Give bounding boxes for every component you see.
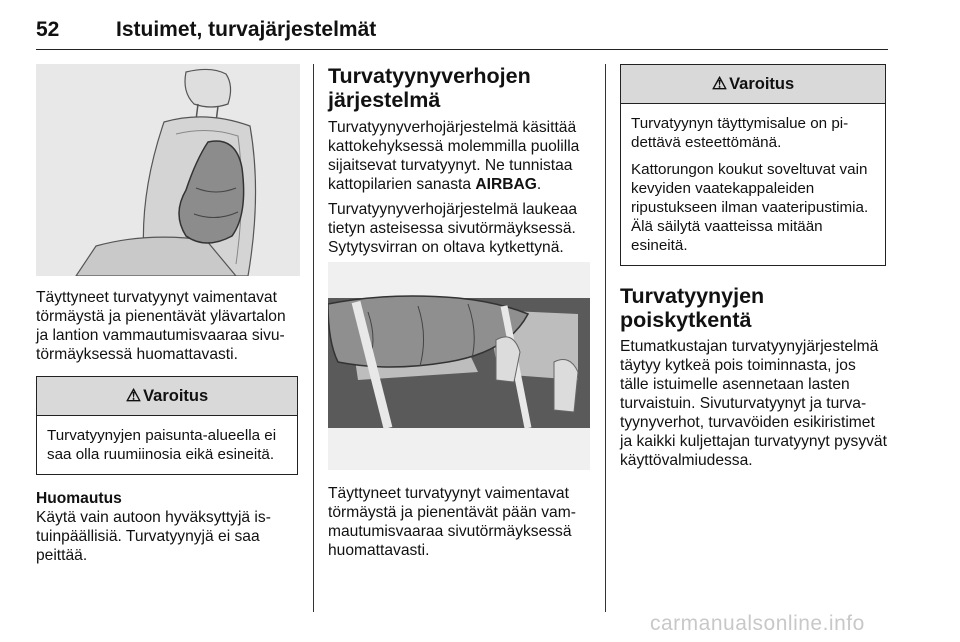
warning-triangle-icon: ⚠ (711, 74, 728, 93)
page-header (36, 10, 888, 50)
seat-airbag-illustration (36, 64, 300, 276)
paragraph-end: . (536, 176, 542, 193)
note-text: Käytä vain autoon hyväksyttyjä istuinpäällisiä. Turvatyynyjä ei saa peittää. (36, 509, 271, 564)
column-right (620, 64, 888, 470)
warning-header (621, 65, 885, 104)
warning-title: Varoitus (143, 386, 209, 405)
warning-title: Varoitus (729, 74, 795, 93)
warning-box (36, 376, 298, 475)
section-title-curtain-airbags: Turvatyynyverhojen järjestelmä (328, 64, 531, 112)
curtain-airbag-illustration (328, 262, 590, 470)
page-number: 52 (36, 18, 60, 41)
paragraph-text: Turvatyynyverhojärjestelmä käsittää kattokehyksessä molemmilla puolilla sijaitsevat turvatyynyt. Ne tunnistaa kattopilarien sanasta (328, 119, 580, 193)
side-airbag-seat-icon (36, 64, 300, 276)
seat-airbag-caption: Täyttyneet turvatyynyt vaimentavat törmäystä ja pienentävät ylävartalon ja lantion vammautumisvaaraa sivutörmäyksessä huomattavasti. (36, 289, 286, 363)
warning-text: Turvatyynyjen paisunta-alueella ei saa olla ruumiinosia eikä esineitä. (47, 427, 277, 463)
curtain-airbag-icon (328, 262, 590, 470)
airbag-label: AIRBAG (475, 176, 537, 193)
column-middle-caption (328, 484, 590, 560)
warning-box (620, 64, 886, 266)
warning-header (37, 377, 297, 416)
column-left (36, 288, 300, 565)
watermark: carmanualsonline.info (650, 612, 865, 635)
warning-body (621, 104, 885, 265)
column-middle (328, 64, 590, 257)
warning-text: Turvatyynyn täyttymisalue on pidettävä esteettömänä. (631, 115, 849, 151)
curtain-airbag-deploy-paragraph: Turvatyynyverhojärjestelmä laukeaa tietyn asteisessa sivutörmäyksessä. Sytytysvirran on oltava kytkettynä. (328, 201, 578, 256)
note-block (36, 489, 300, 565)
curtain-airbag-caption: Täyttyneet turvatyynyt vaimentavat törmäystä ja pienentävät pään vammautumisvaaraa sivutörmäyksessä huomattavasti. (328, 485, 576, 559)
section-title-airbag-deactivation: Turvatyynyjen poiskytkentä (620, 284, 765, 332)
note-title: Huomautus (36, 490, 122, 507)
chapter-title: Istuimet, turvajärjestelmät (116, 18, 377, 41)
curtain-airbag-paragraph (328, 118, 590, 194)
column-divider (313, 64, 314, 612)
airbag-deactivation-text: Etumatkustajan turvatyynyjärjestelmä täytyy kytkeä pois toiminnasta, jos tälle istuimelle asennetaan lasten turvaistuin. Sivuturvatyynyt ja turvatyynyverhot, turvavöiden esikiristimet ja kaikki kuljettajan turvatyynyt pysyvät käyttövalmiudessa. (620, 338, 887, 469)
warning-triangle-icon: ⚠ (125, 386, 142, 405)
warning-text: Kattorungon koukut soveltuvat vain kevyiden vaatekappaleiden ripustukseen ilman vaateripustimia. Älä säilytä vaatteissa mitään esineitä. (631, 161, 869, 254)
warning-body (37, 416, 297, 474)
column-divider (605, 64, 606, 612)
